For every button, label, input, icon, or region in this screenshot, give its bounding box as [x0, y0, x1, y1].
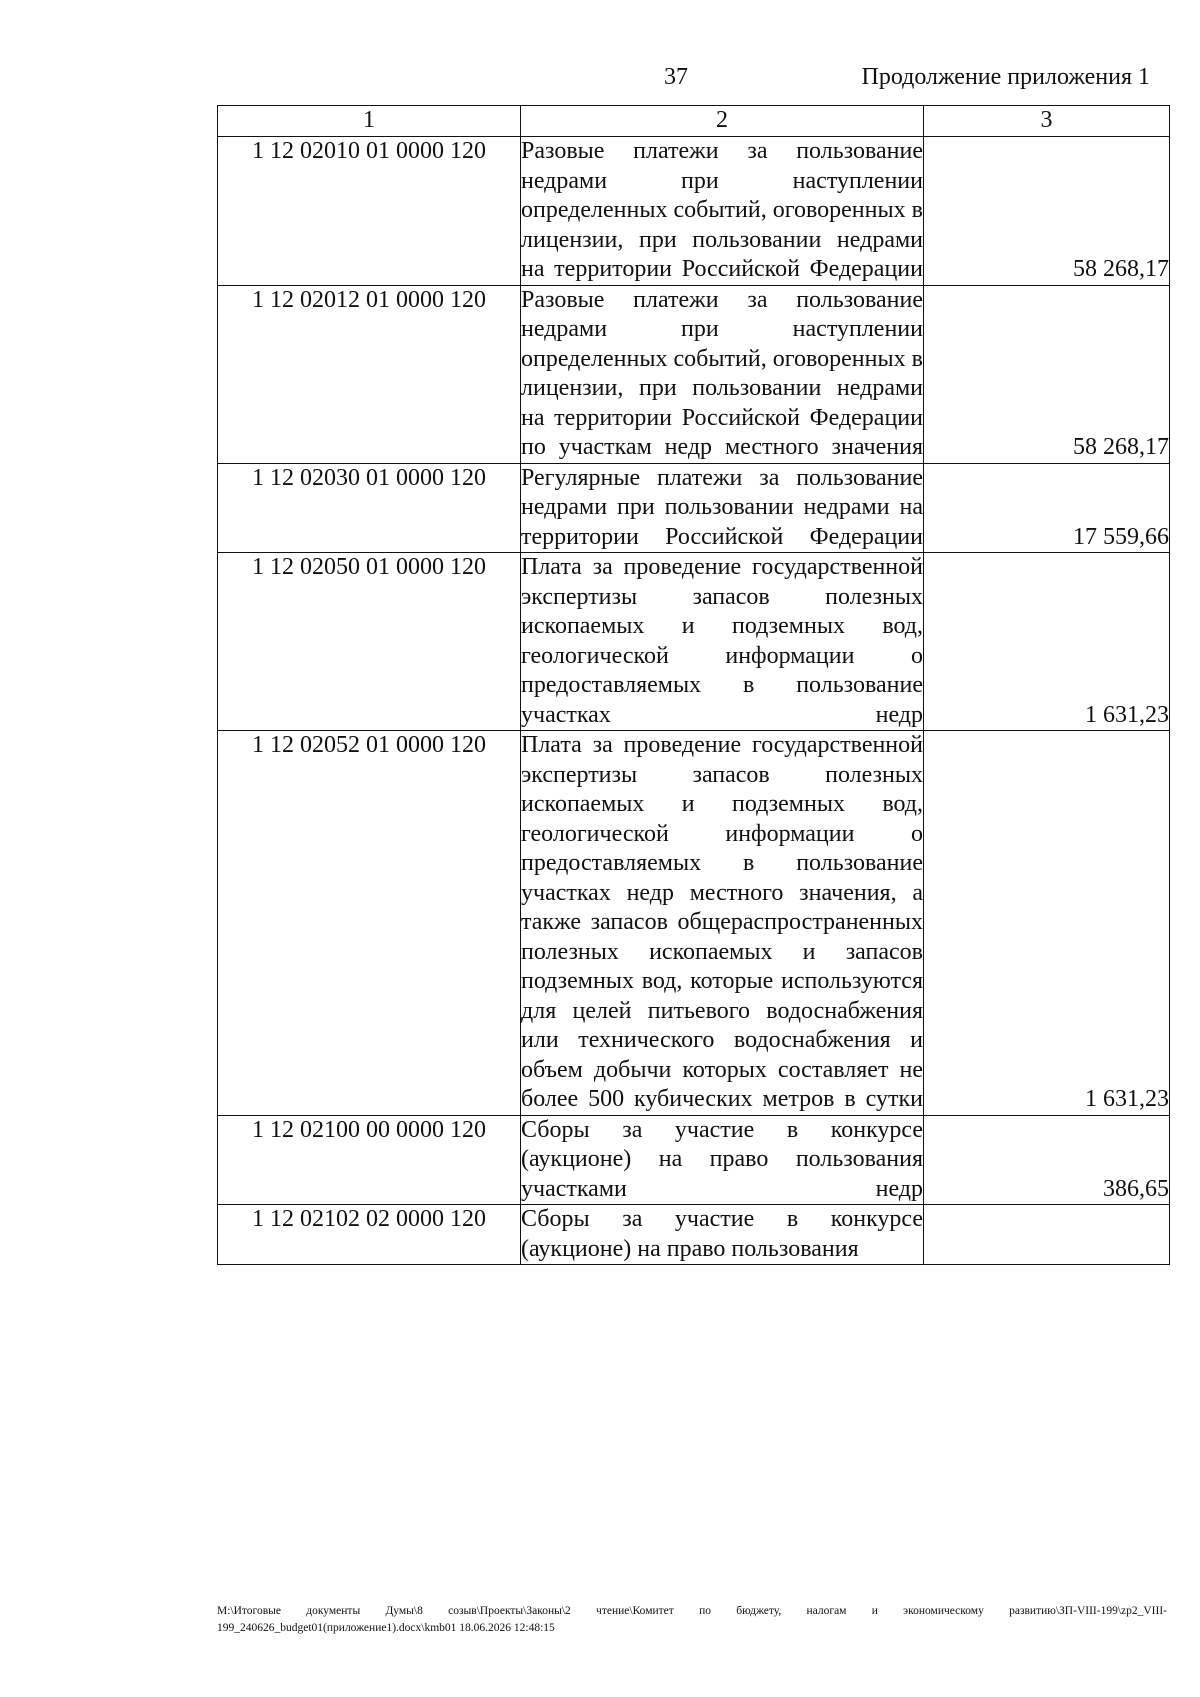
revenue-description: Разовые платежи за пользование недрами при наступлении определенных событий, оговоренных в лицензии, при пользовании недрами на территории Российской Федерации: [521, 137, 924, 286]
revenue-amount: [924, 1205, 1170, 1265]
revenue-description: Плата за проведение государственной экспертизы запасов полезных ископаемых и подземных вод, геологической информации о предоставляемых в пользование участках недр местного значения, а также запасов общераспространенных полезных ископаемых и запасов подземных вод, которые используются для целей питьевого водоснабжения или технического водоснабжения и объем добычи которых составляет не более 500 кубических метров в сутки: [521, 731, 924, 1116]
revenue-code: 1 12 02030 01 0000 120: [218, 463, 521, 553]
table-row: [218, 1205, 1170, 1265]
revenue-code: 1 12 02100 00 0000 120: [218, 1115, 521, 1205]
revenue-amount: 58 268,17: [924, 137, 1170, 286]
revenue-description: Сборы за участие в конкурсе (аукционе) на право пользования участками недр: [521, 1115, 924, 1205]
column-number-1: 1: [218, 106, 521, 137]
table-row: [218, 463, 1170, 553]
revenue-code: 1 12 02102 02 0000 120: [218, 1205, 521, 1265]
revenue-amount: 386,65: [924, 1115, 1170, 1205]
revenue-amount: 17 559,66: [924, 463, 1170, 553]
revenue-code: 1 12 02050 01 0000 120: [218, 553, 521, 731]
column-number-row: [218, 106, 1170, 137]
table-row: [218, 553, 1170, 731]
revenue-code: 1 12 02052 01 0000 120: [218, 731, 521, 1116]
appendix-continuation-title: Продолжение приложения 1: [861, 64, 1150, 90]
revenue-amount: 1 631,23: [924, 731, 1170, 1116]
table-row: [218, 731, 1170, 1116]
revenue-description: Разовые платежи за пользование недрами при наступлении определенных событий, оговоренных в лицензии, при пользовании недрами на территории Российской Федерации по участкам недр местного значения: [521, 285, 924, 463]
revenue-amount: 58 268,17: [924, 285, 1170, 463]
table-row: [218, 1115, 1170, 1205]
revenue-code: 1 12 02012 01 0000 120: [218, 285, 521, 463]
revenue-code: 1 12 02010 01 0000 120: [218, 137, 521, 286]
page-number: 37: [664, 64, 688, 90]
table-row: [218, 137, 1170, 286]
revenue-description: Регулярные платежи за пользование недрами при пользовании недрами на территории Российской Федерации: [521, 463, 924, 553]
column-number-3: 3: [924, 106, 1170, 137]
budget-revenue-table: [217, 105, 1170, 1265]
table-row: [218, 285, 1170, 463]
revenue-description: Сборы за участие в конкурсе (аукционе) на право пользования: [521, 1205, 924, 1265]
revenue-amount: 1 631,23: [924, 553, 1170, 731]
revenue-description: Плата за проведение государственной экспертизы запасов полезных ископаемых и подземных вод, геологической информации о предоставляемых в пользование участках недр: [521, 553, 924, 731]
document-file-path: M:\Итоговые документы Думы\8 созыв\Проекты\Законы\2 чтение\Комитет по бюджету, налогам и экономическому развитию\ЗП-VIII-199\zp2_VIII-199_240626_budget01(приложение1).docx\kmb01 18.06.2026 12:48:15: [217, 1605, 1167, 1634]
column-number-2: 2: [521, 106, 924, 137]
